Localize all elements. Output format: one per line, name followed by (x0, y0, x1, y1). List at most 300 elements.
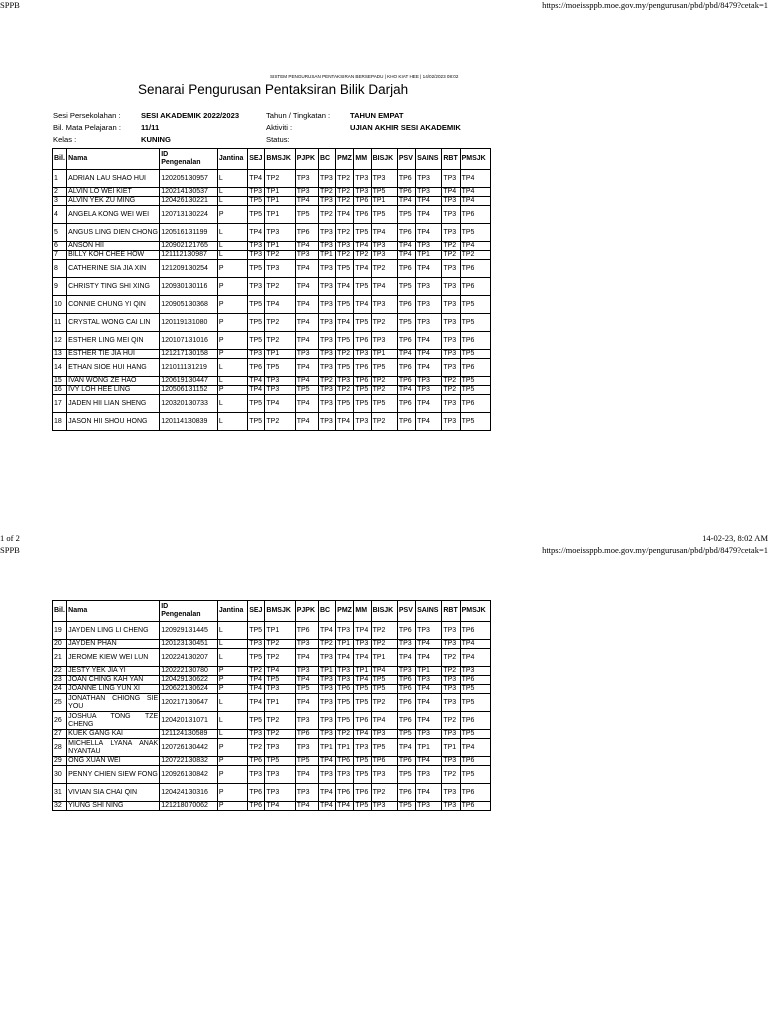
table-cell: TP2 (371, 413, 397, 431)
table-row (53, 188, 491, 197)
table-cell: TP4 (248, 377, 265, 386)
table-cell: P (217, 314, 247, 332)
table-cell: TP4 (416, 685, 442, 694)
table-cell: TP1 (265, 206, 295, 224)
table-cell: TP4 (460, 640, 490, 649)
table-row (53, 649, 491, 667)
table-cell: JASON HII SHOU HONG (67, 413, 160, 431)
table-cell: TP5 (460, 694, 490, 712)
table-cell: P (217, 350, 247, 359)
table-cell: TP4 (248, 224, 265, 242)
table-cell: 120217130647 (160, 694, 218, 712)
table-cell: TP5 (397, 278, 415, 296)
table-cell: TP3 (248, 730, 265, 739)
table-cell: TP4 (460, 242, 490, 251)
col-nama: Nama (67, 601, 160, 622)
table-cell: TP5 (354, 766, 371, 784)
table-cell: ALVIN YEK ZU MING (67, 197, 160, 206)
table-cell: TP5 (336, 395, 354, 413)
table-cell: TP4 (354, 649, 371, 667)
table-cell: TP5 (371, 685, 397, 694)
table-cell: TP5 (336, 694, 354, 712)
table-cell: TP2 (442, 667, 460, 676)
table-cell: TP4 (416, 413, 442, 431)
col-sains: SAINS (416, 149, 442, 170)
table-cell: BILLY KOH CHEE HOW (67, 251, 160, 260)
table-cell: TP4 (295, 332, 318, 350)
table-cell: L (217, 242, 247, 251)
table-cell: 120506131152 (160, 386, 218, 395)
table-cell: 31 (53, 784, 67, 802)
table-cell: P (217, 757, 247, 766)
table-cell: CHRISTY TING SHI XING (67, 278, 160, 296)
table-cell: TP4 (416, 332, 442, 350)
table-row (53, 296, 491, 314)
table-cell: TP6 (397, 170, 415, 188)
table-cell: TP5 (336, 712, 354, 730)
table-cell: TP3 (336, 676, 354, 685)
table-cell: ETHAN SIOE HUI HANG (67, 359, 160, 377)
table-cell: L (217, 377, 247, 386)
table-cell: 120320130733 (160, 395, 218, 413)
table-cell: TP4 (318, 757, 335, 766)
table-cell: 9 (53, 278, 67, 296)
table-cell: TP6 (354, 206, 371, 224)
table-cell: 28 (53, 739, 67, 757)
table-cell: TP6 (336, 757, 354, 766)
table-cell: TP3 (318, 712, 335, 730)
table-cell: TP2 (371, 622, 397, 640)
table-cell: L (217, 359, 247, 377)
table-cell: TP3 (295, 188, 318, 197)
table-cell: TP3 (442, 314, 460, 332)
table-cell: TP4 (295, 676, 318, 685)
table-cell: TP3 (248, 350, 265, 359)
table-cell: 121209130254 (160, 260, 218, 278)
table-cell: TP3 (248, 278, 265, 296)
table-cell: TP3 (318, 676, 335, 685)
table-cell: 120205130957 (160, 170, 218, 188)
table-cell: TP4 (295, 377, 318, 386)
table-cell: TP4 (336, 314, 354, 332)
table-cell: TP1 (265, 188, 295, 197)
table-cell: TP6 (397, 413, 415, 431)
table-cell: L (217, 251, 247, 260)
table-cell: 7 (53, 251, 67, 260)
table-cell: TP1 (318, 251, 335, 260)
table-cell: TP4 (371, 712, 397, 730)
table-cell: TP4 (460, 197, 490, 206)
col-rbt: RBT (442, 149, 460, 170)
table-cell: 30 (53, 766, 67, 784)
table-cell: TP6 (248, 802, 265, 811)
table-cell: TP4 (416, 784, 442, 802)
table-cell: TP5 (354, 685, 371, 694)
table-cell: TP6 (295, 730, 318, 739)
table-cell: TP5 (248, 197, 265, 206)
table-cell: 8 (53, 260, 67, 278)
table-cell: TP3 (371, 766, 397, 784)
table-row (53, 377, 491, 386)
table-cell: TP5 (248, 413, 265, 431)
table-row (53, 395, 491, 413)
table-cell: TP4 (265, 802, 295, 811)
col-bil: Bil. (53, 149, 67, 170)
table-cell: TP3 (318, 350, 335, 359)
table-cell: TP3 (416, 766, 442, 784)
table-cell: TP5 (460, 413, 490, 431)
table-cell: TP3 (416, 296, 442, 314)
table-cell: TP5 (336, 296, 354, 314)
table-cell: TP2 (336, 251, 354, 260)
table-cell: ANSON HII (67, 242, 160, 251)
table-cell: 120420131071 (160, 712, 218, 730)
table-cell: TP4 (397, 251, 415, 260)
table-cell: TP4 (397, 350, 415, 359)
table-cell: TP6 (397, 359, 415, 377)
table-cell: TP2 (265, 413, 295, 431)
table-cell: TP3 (318, 296, 335, 314)
table-row (53, 622, 491, 640)
table-cell: TP2 (371, 260, 397, 278)
table-cell: TP4 (295, 278, 318, 296)
col-id-line2: Pengenalan (161, 611, 201, 618)
table-cell: TP2 (371, 784, 397, 802)
table-cell: CONNIE CHUNG YI QIN (67, 296, 160, 314)
table-cell: P (217, 278, 247, 296)
table-cell: TP3 (248, 188, 265, 197)
table-cell: TP4 (248, 170, 265, 188)
table-cell: TP5 (248, 206, 265, 224)
col-pjpk: PJPK (295, 149, 318, 170)
table-cell: L (217, 413, 247, 431)
table-cell: TP6 (397, 694, 415, 712)
table-cell: TP3 (371, 170, 397, 188)
table-cell: TP3 (354, 739, 371, 757)
table-cell: TP3 (442, 197, 460, 206)
table-cell: 20 (53, 640, 67, 649)
table-cell: TP3 (416, 676, 442, 685)
table-cell: TP2 (265, 251, 295, 260)
table-cell: TP2 (442, 386, 460, 395)
table-cell: JONATHAN CHIONG SIE YOU (68, 694, 159, 710)
table-cell: TP6 (460, 278, 490, 296)
browser-app-name: SPPB (0, 0, 20, 10)
table-cell: TP2 (354, 251, 371, 260)
table-cell: P (217, 206, 247, 224)
table-cell: PENNY CHIEN SIEW FONG (67, 766, 160, 784)
table-cell: TP5 (397, 206, 415, 224)
table-cell: JAYDEN LING LI CHENG (67, 622, 160, 640)
table-cell: TP1 (371, 350, 397, 359)
table-cell: TP2 (248, 667, 265, 676)
table-cell: L (217, 395, 247, 413)
table-cell: TP4 (460, 170, 490, 188)
table-cell: TP4 (295, 395, 318, 413)
table-cell: JOANNE LING YUN XI (67, 685, 160, 694)
table-cell: TP5 (397, 730, 415, 739)
table-cell: TP1 (442, 739, 460, 757)
table-cell: TP6 (354, 784, 371, 802)
table-cell: TP3 (318, 395, 335, 413)
table-cell: TP4 (416, 197, 442, 206)
table-cell: TP3 (442, 350, 460, 359)
table-cell: TP3 (295, 667, 318, 676)
table-cell: TP4 (336, 206, 354, 224)
col-pjpk: PJPK (295, 601, 318, 622)
table-cell: TP4 (295, 359, 318, 377)
table-cell: TP6 (397, 784, 415, 802)
table-cell: TP5 (265, 676, 295, 685)
table-cell: TP2 (265, 712, 295, 730)
table-cell: TP2 (336, 350, 354, 359)
table-cell: TP3 (318, 386, 335, 395)
table-cell: TP2 (265, 170, 295, 188)
table-cell: P (217, 260, 247, 278)
table-cell: TP6 (371, 757, 397, 766)
table-cell: TP3 (318, 685, 335, 694)
table-cell: TP4 (460, 739, 490, 757)
browser-app-name-page-2: SPPB (0, 545, 20, 555)
table-cell: TP2 (265, 730, 295, 739)
table-cell: TP6 (248, 784, 265, 802)
table-cell: TP4 (318, 802, 335, 811)
table-cell: ANGUS LING DIEN CHONG (67, 224, 160, 242)
table-row (53, 314, 491, 332)
table-cell: TP2 (336, 170, 354, 188)
table-cell: P (217, 685, 247, 694)
col-bmsjk: BMSJK (265, 601, 295, 622)
table-cell: TP2 (265, 640, 295, 649)
table-cell: TP4 (354, 730, 371, 739)
table-cell: ESTHER TIE JIA HUI (67, 350, 160, 359)
col-bmsjk: BMSJK (265, 149, 295, 170)
table-cell: TP3 (295, 170, 318, 188)
table-cell: TP3 (371, 730, 397, 739)
table-cell: TP3 (265, 224, 295, 242)
table-cell: IVY LOH HEE LING (67, 386, 160, 395)
table-cell: TP4 (442, 188, 460, 197)
table-cell: 25 (53, 694, 67, 712)
table-cell: TP2 (265, 649, 295, 667)
table-cell: TP2 (265, 314, 295, 332)
table-cell: JESTY YEK JIA YI (67, 667, 160, 676)
table-cell: TP4 (295, 197, 318, 206)
table-cell: 15 (53, 377, 67, 386)
col-mm: MM (354, 149, 371, 170)
table-cell: TP4 (397, 197, 415, 206)
table-cell: TP2 (442, 377, 460, 386)
table-cell: TP4 (354, 296, 371, 314)
table-cell: TP3 (265, 766, 295, 784)
table-cell: TP5 (336, 260, 354, 278)
table-cell: TP3 (442, 694, 460, 712)
table-cell: TP5 (248, 314, 265, 332)
table-cell: TP3 (295, 739, 318, 757)
table-cell: TP3 (318, 359, 335, 377)
table-cell: TP3 (397, 667, 415, 676)
table-cell: 120902121765 (160, 242, 218, 251)
table-cell: TP2 (371, 314, 397, 332)
table-cell: TP3 (442, 359, 460, 377)
table-cell: P (217, 802, 247, 811)
table-cell: TP4 (354, 676, 371, 685)
col-sej: SEJ (248, 149, 265, 170)
table-cell: L (217, 712, 247, 730)
browser-url: https://moeissppb.moe.gov.my/pengurusan/pbd/pbd/8479?cetak=1 (542, 0, 768, 10)
table-cell: TP3 (336, 622, 354, 640)
table-cell: TP3 (416, 188, 442, 197)
table-cell: TP4 (397, 242, 415, 251)
table-cell: 5 (53, 224, 67, 242)
table-cell: TP3 (442, 206, 460, 224)
table-cell: TP3 (416, 386, 442, 395)
table-cell: TP3 (442, 802, 460, 811)
table-cell: TP4 (371, 667, 397, 676)
table-cell: TP6 (354, 377, 371, 386)
table-cell: TP4 (416, 206, 442, 224)
table-cell: 121218070062 (160, 802, 218, 811)
table-cell: TP4 (416, 224, 442, 242)
table-cell: TP3 (265, 685, 295, 694)
table-cell: TP6 (397, 377, 415, 386)
table-cell: TP5 (460, 314, 490, 332)
col-nama: Nama (67, 149, 160, 170)
table-cell: 1 (53, 170, 67, 188)
table-cell: JOAN CHING KAH YAN (67, 676, 160, 685)
assessment-table-page-1 (52, 148, 491, 431)
status-label: Status: (266, 135, 290, 144)
table-cell: 120224130207 (160, 649, 218, 667)
table-cell: TP3 (248, 766, 265, 784)
table-cell: TP4 (416, 260, 442, 278)
table-cell: TP3 (318, 197, 335, 206)
table-cell: TP4 (295, 649, 318, 667)
table-cell: TP6 (397, 332, 415, 350)
table-cell: 120214130537 (160, 188, 218, 197)
table-cell: TP3 (354, 188, 371, 197)
table-cell: TP3 (295, 251, 318, 260)
table-cell: L (217, 694, 247, 712)
table-cell: TP3 (371, 296, 397, 314)
table-cell: TP3 (265, 784, 295, 802)
table-cell: TP4 (416, 757, 442, 766)
table-cell: TP6 (460, 332, 490, 350)
table-row (53, 676, 491, 685)
table-cell: TP6 (460, 260, 490, 278)
table-cell: 12 (53, 332, 67, 350)
table-cell: ALVIN LO WEI KIET (67, 188, 160, 197)
table-row (53, 170, 491, 188)
table-cell: TP3 (295, 350, 318, 359)
table-cell: TP3 (442, 395, 460, 413)
table-cell: 121124130589 (160, 730, 218, 739)
table-cell: 121011131219 (160, 359, 218, 377)
table-cell: TP4 (397, 649, 415, 667)
table-cell: TP6 (397, 757, 415, 766)
table-cell: TP3 (318, 332, 335, 350)
table-row (53, 730, 491, 739)
table-cell: JOSHUA TONG TZE CHENG (68, 712, 159, 728)
table-cell: TP4 (248, 676, 265, 685)
table-cell: TP4 (354, 260, 371, 278)
table-cell: TP3 (416, 278, 442, 296)
table-cell: 120426130221 (160, 197, 218, 206)
table-cell: TP5 (295, 206, 318, 224)
table-cell: TP5 (460, 350, 490, 359)
col-bc: BC (318, 601, 335, 622)
table-cell: TP2 (318, 377, 335, 386)
table-cell: 120429130622 (160, 676, 218, 685)
table-cell: TP2 (442, 766, 460, 784)
table-row (53, 784, 491, 802)
sesi-value: SESI AKADEMIK 2022/2023 (141, 111, 240, 120)
table-cell: TP3 (265, 739, 295, 757)
table-cell: TP6 (295, 622, 318, 640)
table-cell: TP3 (336, 667, 354, 676)
table-cell: TP3 (442, 622, 460, 640)
aktiviti-value: UJIAN AKHIR SESI AKADEMIK (350, 123, 461, 132)
table-cell: TP3 (442, 676, 460, 685)
assessment-table-page-2 (52, 600, 491, 811)
table-cell: TP4 (248, 386, 265, 395)
table-cell: TP5 (397, 766, 415, 784)
table-row (53, 739, 491, 757)
table-cell: TP3 (442, 730, 460, 739)
table-cell: TP2 (442, 251, 460, 260)
table-cell: TP3 (318, 649, 335, 667)
table-cell: TP4 (397, 386, 415, 395)
table-cell: TP3 (336, 377, 354, 386)
table-cell: TP1 (336, 739, 354, 757)
kelas-label: Kelas : (53, 135, 77, 144)
table-cell: 120926130842 (160, 766, 218, 784)
table-cell: TP3 (318, 260, 335, 278)
table-cell: TP4 (295, 802, 318, 811)
table-cell: TP6 (460, 359, 490, 377)
table-cell: TP5 (460, 296, 490, 314)
table-cell: TP6 (354, 359, 371, 377)
table-cell: 120722130832 (160, 757, 218, 766)
table-cell: TP6 (397, 622, 415, 640)
col-pmz: PMZ (336, 149, 354, 170)
col-bc: BC (318, 149, 335, 170)
table-cell: L (217, 188, 247, 197)
table-cell: TP3 (442, 278, 460, 296)
table-cell: TP2 (371, 640, 397, 649)
table-cell: P (217, 766, 247, 784)
table-cell: TP6 (397, 260, 415, 278)
table-cell: TP3 (416, 170, 442, 188)
table-cell: TP5 (248, 260, 265, 278)
table-cell: TP4 (295, 413, 318, 431)
table-cell: TP3 (265, 377, 295, 386)
table-cell: P (217, 667, 247, 676)
table-cell: 26 (53, 712, 67, 730)
table-cell: TP5 (354, 395, 371, 413)
table-cell: CATHERINE SIA JIA XIN (67, 260, 160, 278)
table-cell: TP2 (336, 386, 354, 395)
table-cell: TP6 (336, 685, 354, 694)
table-cell: TP1 (265, 350, 295, 359)
table-cell: TP5 (265, 359, 295, 377)
table-cell: TP5 (295, 386, 318, 395)
table-cell: TP4 (354, 622, 371, 640)
table-cell: TP6 (354, 197, 371, 206)
table-cell: 16 (53, 386, 67, 395)
table-cell: TP2 (336, 730, 354, 739)
tahun-value: TAHUN EMPAT (350, 111, 404, 120)
